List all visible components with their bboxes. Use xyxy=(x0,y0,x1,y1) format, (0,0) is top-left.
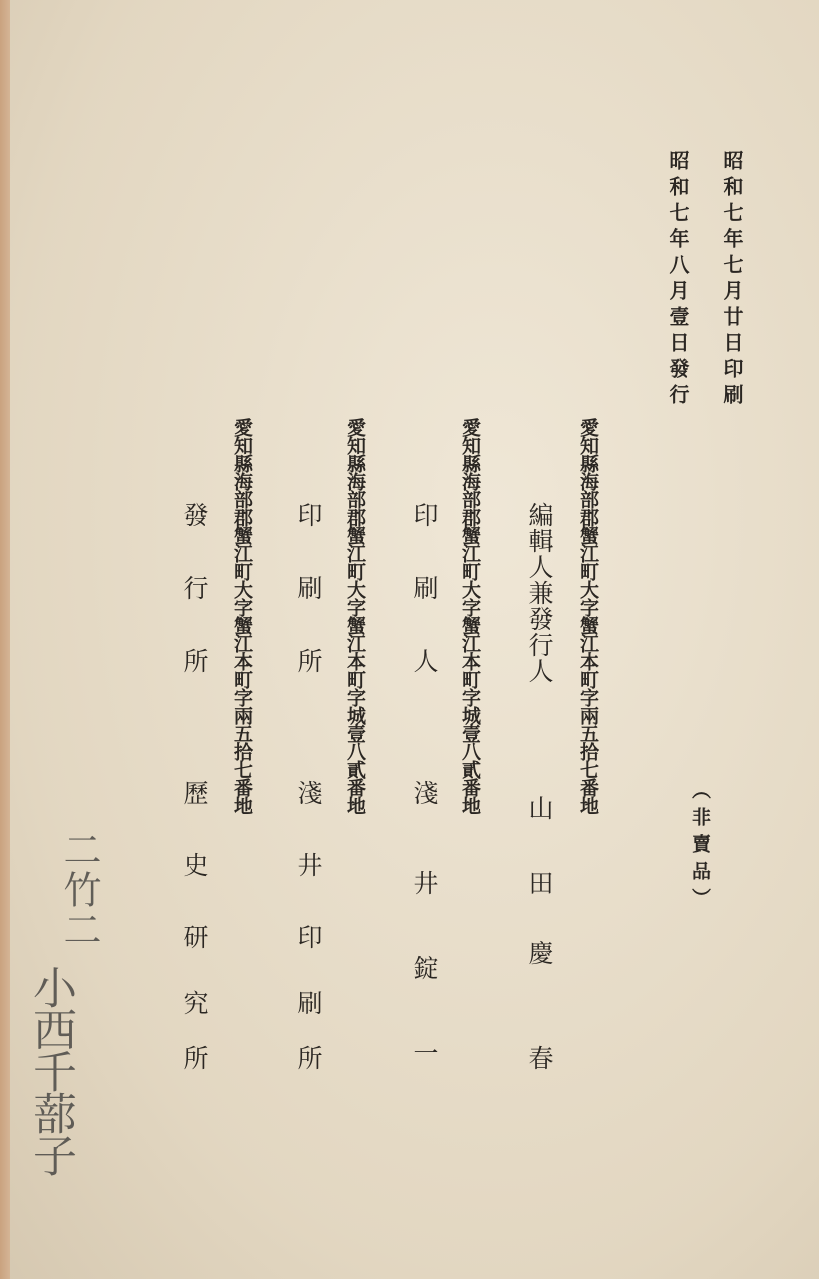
handwritten-name: 小西千蔀子 xyxy=(25,965,76,1175)
printer-name-1: 淺 xyxy=(410,780,439,805)
colophon-page xyxy=(10,0,819,1279)
printing-house-name-5: 所 xyxy=(294,1045,323,1070)
editor-name-1: 山 xyxy=(525,795,554,820)
editor-role: 編輯人兼發行人 xyxy=(525,502,554,684)
editor-name-4: 春 xyxy=(525,1045,554,1070)
printer-name-4: 一 xyxy=(410,1040,439,1065)
publisher-name-5: 所 xyxy=(180,1045,209,1070)
printing-house-name-3: 印 xyxy=(294,924,323,949)
printing-house-name-1: 淺 xyxy=(294,780,323,805)
editor-address: 愛知縣海部郡蟹江町大字蟹江本町字兩五拾七番地 xyxy=(577,418,599,814)
printer-name-2: 井 xyxy=(410,870,439,895)
printer-name-3: 錠 xyxy=(410,955,439,980)
publish-date: 昭和七年八月壹日發行 xyxy=(666,150,690,410)
editor-name-2: 田 xyxy=(525,870,554,895)
not-for-sale-label: （非賣品） xyxy=(689,780,711,915)
print-date: 昭和七年七月廿日印刷 xyxy=(720,150,744,410)
handwritten-number: 二竹二 xyxy=(57,830,101,950)
printer-address: 愛知縣海部郡蟹江町大字蟹江本町字城壹八貳番地 xyxy=(459,418,481,814)
printing-house-address: 愛知縣海部郡蟹江町大字蟹江本町字城壹八貳番地 xyxy=(344,418,366,814)
publisher-role: 發行所 xyxy=(180,502,209,721)
printing-house-name-4: 刷 xyxy=(294,990,323,1015)
publisher-name-2: 史 xyxy=(180,852,209,877)
publisher-name-3: 研 xyxy=(180,924,209,949)
publisher-address: 愛知縣海部郡蟹江町大字蟹江本町字兩五拾七番地 xyxy=(231,418,253,814)
printer-role: 印刷人 xyxy=(410,502,439,721)
publisher-name-1: 歷 xyxy=(180,780,209,805)
printing-house-name-2: 井 xyxy=(294,852,323,877)
printing-house-role: 印刷所 xyxy=(294,502,323,721)
publisher-name-4: 究 xyxy=(180,990,209,1015)
editor-name-3: 慶 xyxy=(525,940,554,965)
